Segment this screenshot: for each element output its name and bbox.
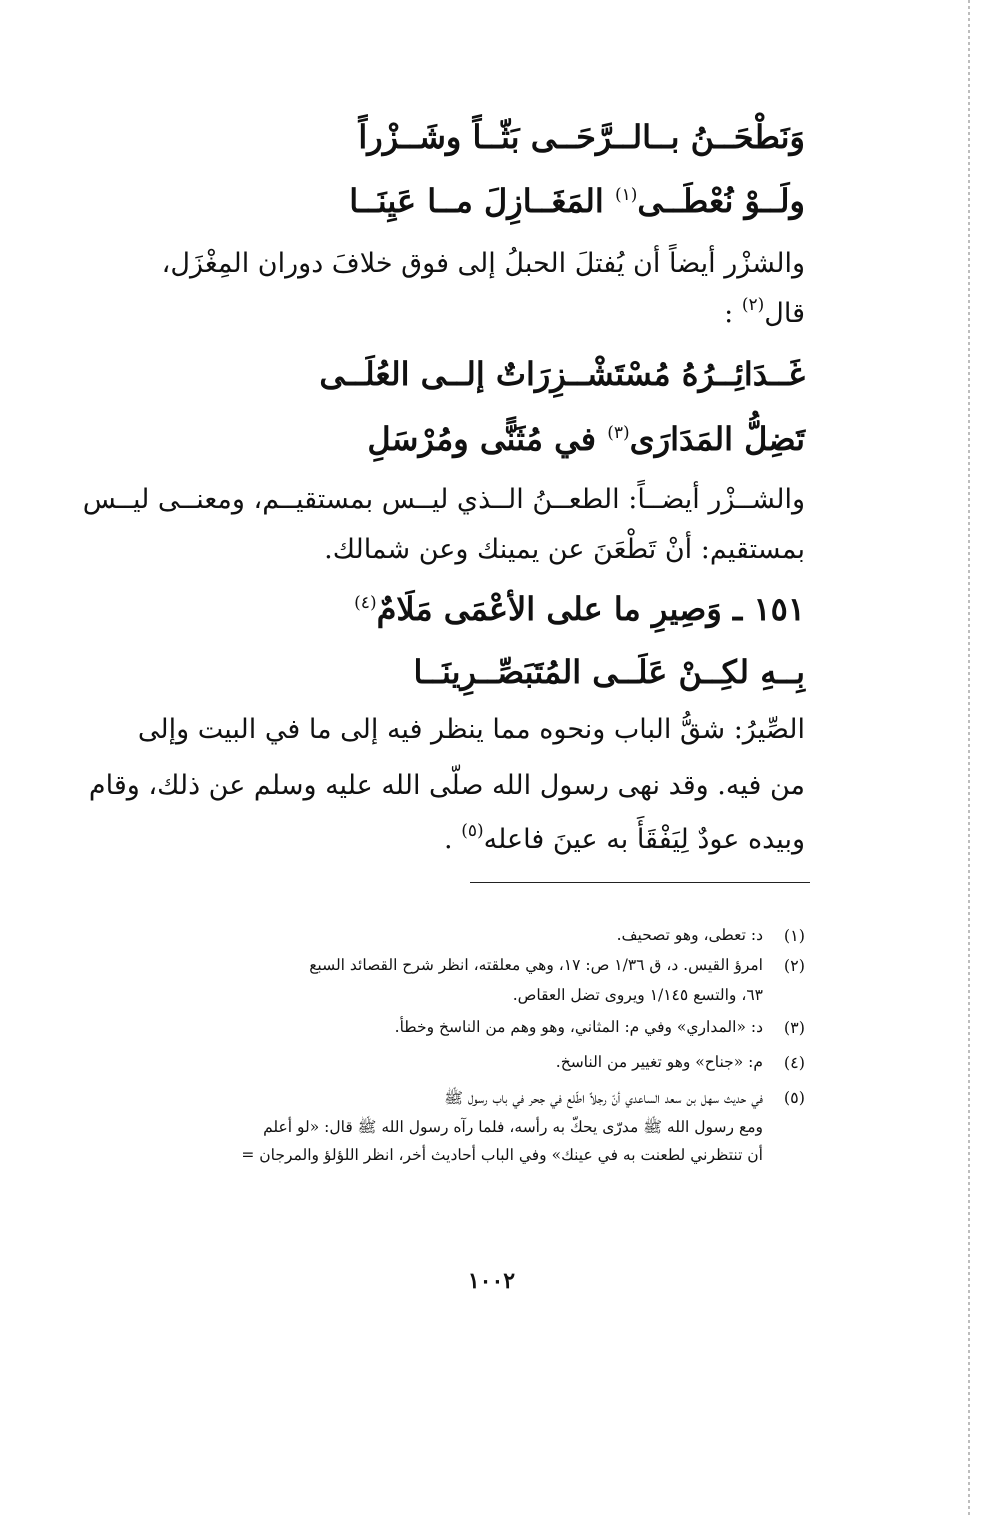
footnote-separator — [470, 882, 810, 883]
footnote-line: د: «المداري» وفي م: المثاني، وهو وهم من الناسخ وخطأ. — [394, 1018, 763, 1036]
prose-text: بمستقيم: أنْ تَطْعَنَ عن يمينك وعن شمالك. — [324, 534, 805, 565]
footnote-number: (٢) — [783, 956, 805, 975]
footnote-line: ٦٣، والتسع ١/١٤٥ ويروى تضل العقاص. — [512, 986, 763, 1004]
footnote-marker: (٣) — [607, 423, 630, 443]
prose-line-2 — [724, 295, 805, 329]
page-number: ١٠٠٢ — [467, 1268, 516, 1294]
footnote-line: في حديث سهل بن سعد الساعدي أنّ رجلاً اطّلع في جحر في باب رسول ﷺ — [444, 1089, 763, 1107]
footnote-line: أن تنتظرني لطعنت به في عينك» وفي الباب أحاديث أخر، انظر اللؤلؤ والمرجان = — [241, 1146, 763, 1164]
verse-text: في مُثَنًّى ومُرْسَلِ — [367, 420, 608, 458]
verse-line-2 — [349, 182, 805, 220]
prose-text: والشزْر أيضاً أن يُفتلَ الحبلُ إلى فوق خلافَ دوران المِغْزَل، — [161, 248, 805, 279]
verse-text: غَــدَائِــرُهُ مُسْتَشْــزِرَاتٌ إلــى العُلَــى — [319, 355, 805, 393]
verse-text: وَنَطْحَــنُ بــالــرَّحَــى بَثّــاً وشَــزْراً — [358, 118, 805, 156]
footnote-line: امرؤ القيس. د، ق ١/٣٦ ص: ١٧، وهي معلقته، انظر شرح القصائد السبع — [309, 956, 763, 974]
footnote-number: (١) — [783, 926, 805, 945]
prose-line-5 — [138, 714, 805, 745]
verse-line-1 — [358, 118, 805, 156]
prose-text: من فيه. وقد نهى رسول الله صلّى الله عليه وسلم عن ذلك، وقام — [88, 770, 805, 801]
footnote-marker: (٢) — [741, 295, 765, 315]
footnote-line: م: «جناح» وهو تغيير من الناسخ. — [555, 1053, 763, 1071]
verse-text: بِــهِ لكِــنْ عَلَــى المُتَبَصِّــرِينَــا — [413, 653, 805, 691]
prose-line-7 — [444, 821, 805, 855]
prose-text: الصِّيرُ: شقُّ الباب ونحوه مما ينظر فيه إلى ما في البيت وإلى — [137, 714, 805, 745]
footnote-marker: (٤) — [354, 593, 377, 613]
prose-text: : — [724, 298, 742, 329]
prose-line-3 — [83, 484, 805, 515]
prose-text: قال — [764, 298, 805, 329]
footnote-line: د: تعطى، وهو تصحيف. — [616, 926, 763, 944]
prose-line-6 — [89, 770, 805, 801]
footnote-number: (٤) — [783, 1053, 805, 1072]
verse-line-3 — [319, 355, 805, 393]
verse-line-5 — [354, 590, 805, 628]
prose-text: وبيده عودٌ لِيَفْقَأَ به عينَ فاعله — [483, 824, 805, 855]
verse-line-4 — [367, 420, 805, 458]
verse-text: المَغَــازِلَ مــا عَيِنَــا — [349, 182, 615, 220]
prose-text: والشــزْر أيضــاً: الطعــنُ الــذي ليــس بمستقيــم، ومعنــى ليــس — [82, 484, 805, 515]
footnote-marker: (٥) — [461, 821, 484, 841]
prose-line-1 — [162, 248, 805, 279]
footnote-line: ومع رسول الله ﷺ مدرّى يحكّ به رأسه، فلما رآه رسول الله ﷺ قال: «لو أعلم — [263, 1118, 763, 1136]
footnote-number: (٥) — [783, 1088, 805, 1107]
verse-line-6 — [413, 653, 805, 691]
footnote-number: (٣) — [783, 1018, 805, 1037]
verse-text: ولَــوْ نُعْطَــى — [637, 182, 805, 220]
verse-text: ١٥١ ـ وَصِيرِ ما على الأعْمَى مَلَامٌ — [376, 590, 805, 628]
prose-text: . — [444, 824, 462, 855]
prose-line-4 — [324, 534, 805, 565]
footnote-marker: (١) — [614, 185, 638, 205]
verse-text: تَضِلُّ المَدَارَى — [629, 420, 805, 458]
